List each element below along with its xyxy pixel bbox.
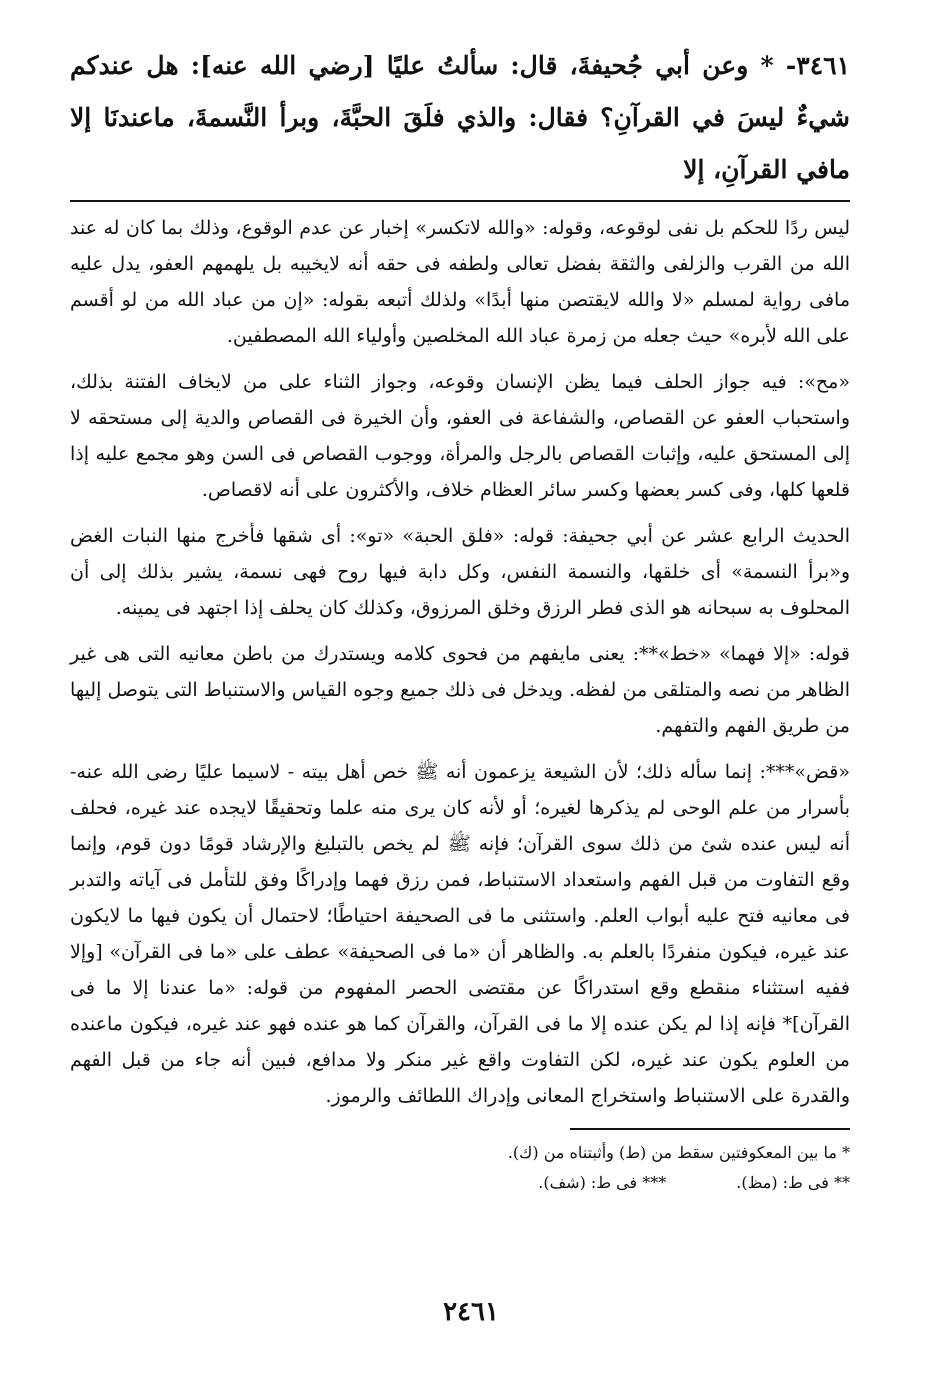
page-body bbox=[70, 40, 850, 1198]
commentary-paragraph: الحديث الرابع عشر عن أبي جحيفة: قوله: «فلق الحبة» «تو»: أى شقها فأخرج منها النبات الغض و«برأ النسمة» أى خلقها، والنسمة النفس، وكل دابة فيها روح فهى نسمة، يشير بذلك إلى أن المحلوف به سبحانه هو الذى فطر الرزق وخلق المرزوق، وكذلك كان يحلف إذا اجتهد فى يمينه. bbox=[70, 525, 850, 619]
commentary-paragraph: قوله: «إلا فهما» «خط»**: يعنى مايفهم من فحوى كلامه ويستدرك من باطن معانيه التى هى غير الظاهر من نصه والمتلقى من لفظه. ويدخل فى ذلك جميع وجوه القياس والاستنباط التى يتوصل إليها من طريق الفهم والتفهم. bbox=[70, 643, 850, 737]
hadith-text: ٣٤٦١- * وعن أبي جُحيفةَ، قال: سألتُ عليًا [رضي الله عنه]: هل عندكم شيءٌ ليسَ في القرآنِ؟ فقال: والذي فلَقَ الحبَّةَ، وبرأ النَّسمةَ، ماعندنَا إلا مافي القرآنِ، إلا bbox=[70, 51, 850, 184]
hadith-divider bbox=[70, 200, 850, 202]
footnote-divider bbox=[570, 1128, 850, 1130]
page-number: ٢٤٦١ bbox=[443, 1297, 499, 1327]
commentary-paragraph: ليس ردًا للحكم بل نفى لوقوعه، وقوله: «والله لاتكسر» إخبار عن عدم الوقوع، وذلك بما كان له عند الله من القرب والزلفى والثقة بفضل تعالى ولطفه فى حقه أنه لايخيبه بل يلهمهم العفو، يدل عليه مافى رواية لمسلم «لا والله لايقتصن منها أبدًا» ولذلك أتبعه بقوله: «إن من عباد الله من لو أقسم على الله لأبره» حيث جعله من زمرة عباد الله المخلصين وأولياء الله المصطفين. bbox=[70, 217, 850, 347]
footnote: * ما بين المعكوفتين سقط من (ط) وأثبتناه من (ك). bbox=[507, 1143, 850, 1162]
footnote: ** فى ط: (مظ). bbox=[736, 1173, 850, 1192]
footnote: *** فى ط: (شف). bbox=[538, 1173, 667, 1192]
commentary-paragraph: «مح»: فيه جواز الحلف فيما يظن الإنسان وقوعه، وجواز الثناء على من لايخاف الفتنة بذلك، واستحباب العفو عن القصاص، والشفاعة فى العفو، وأن الخيرة فى القصاص والدية إلى مستحقه لا إلى المستحق عليه، وإثبات القصاص بالرجل والمرأة، ووجوب القصاص فى السن وهو مجمع عليه إذا قلعها كلها، وفى كسر بعضها وكسر سائر العظام خلاف، والأكثرون على أنه لاقصاص. bbox=[70, 371, 850, 501]
footnote-row bbox=[70, 1168, 850, 1198]
commentary-paragraph: «قض»***: إنما سأله ذلك؛ لأن الشيعة يزعمون أنه ﷺ خص أهل بيته - لاسيما عليًا رضى الله عنه- بأسرار من علم الوحى لم يذكرها لغيره؛ أو لأنه كان يرى منه علما وتحقيقًا لايجده عند غيره، فحلف أنه ليس عنده شئ من ذلك سوى القرآن؛ فإنه ﷺ لم يخص بالتبليغ والإرشاد قومًا دون قوم، وإنما وقع التفاوت من قبل الفهم واستعداد الاستنباط، فمن رزق فهما وإدراكًا وفق للتأمل فى آياته والتدبر فى معانيه فتح عليه أبواب العلم. واستثنى ما فى الصحيفة احتياطًا؛ لاحتمال أن يكون فيها ما لايكون عند غيره، فيكون منفردًا بالعلم به. والظاهر أن «ما فى الصحيفة» عطف على «ما فى القرآن» [وإلا ففيه استثناء منقطع وقع استدراكًا عن مقتضى الحصر المفهوم من قوله: «ما عندنا إلا ما فى القرآن]* فإنه إذا لم يكن عنده إلا ما فى القرآن، والقرآن كما هو عنده فهو عند غيره، فيكون ماعنده من العلوم يكون عند غيره، لكن التفاوت واقع غير منكر ولا مدافع، فبين أنه جاء من قبل الفهم والقدرة على الاستنباط واستخراج المعانى وإدراك اللطائف والرموز. bbox=[70, 761, 850, 1107]
